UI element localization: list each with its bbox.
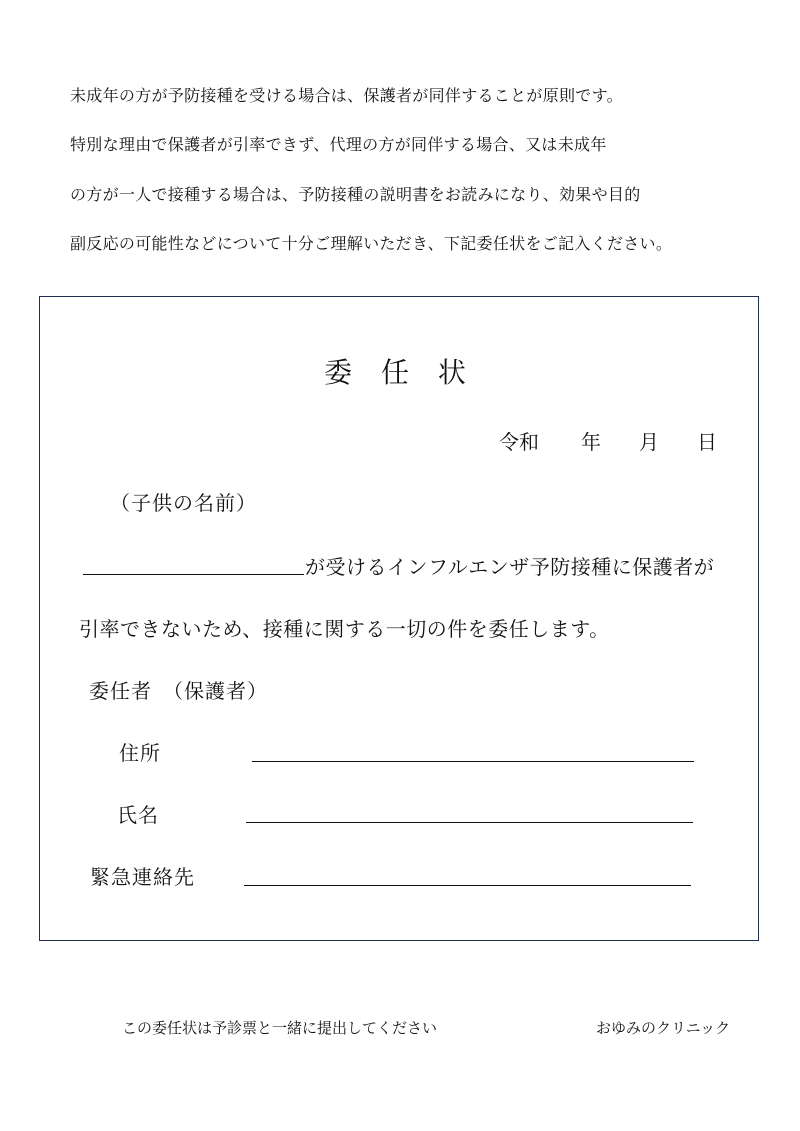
emergency-contact-label: 緊急連絡先 xyxy=(90,865,195,889)
name-field[interactable] xyxy=(246,822,693,823)
date-year: 年 xyxy=(581,430,601,454)
child-name-field[interactable] xyxy=(83,574,304,575)
address-label: 住所 xyxy=(119,741,161,765)
intro-line: の方が一人で接種する場合は、予防接種の説明書をお読みになり、効果や目的 xyxy=(70,185,641,204)
date-day: 日 xyxy=(697,430,717,454)
form-title: 委 任 状 xyxy=(324,356,476,389)
date-month: 月 xyxy=(639,430,659,454)
date-era: 令和 xyxy=(499,430,539,454)
footer-note: この委任状は予診票と一緒に提出してください xyxy=(122,1019,438,1037)
delegation-sentence-2: 引率できないため、接種に関する一切の件を委任します。 xyxy=(79,617,610,641)
clinic-name: おゆみのクリニック xyxy=(596,1019,731,1037)
delegation-form xyxy=(39,296,759,941)
intro-line: 未成年の方が予防接種を受ける場合は、保護者が同伴することが原則です。 xyxy=(70,86,623,105)
emergency-contact-field[interactable] xyxy=(244,885,691,886)
child-name-label: （子供の名前） xyxy=(110,491,257,515)
delegator-label: 委任者 （保護者） xyxy=(89,679,268,703)
address-field[interactable] xyxy=(252,761,694,762)
intro-line: 特別な理由で保護者が引率できず、代理の方が同伴する場合、又は未成年 xyxy=(70,135,607,154)
name-label: 氏名 xyxy=(117,803,159,827)
intro-line: 副反応の可能性などについて十分ご理解いただき、下記委任状をご記入ください。 xyxy=(70,234,673,253)
delegation-sentence-1: が受けるインフルエンザ予防接種に保護者が xyxy=(305,555,715,579)
